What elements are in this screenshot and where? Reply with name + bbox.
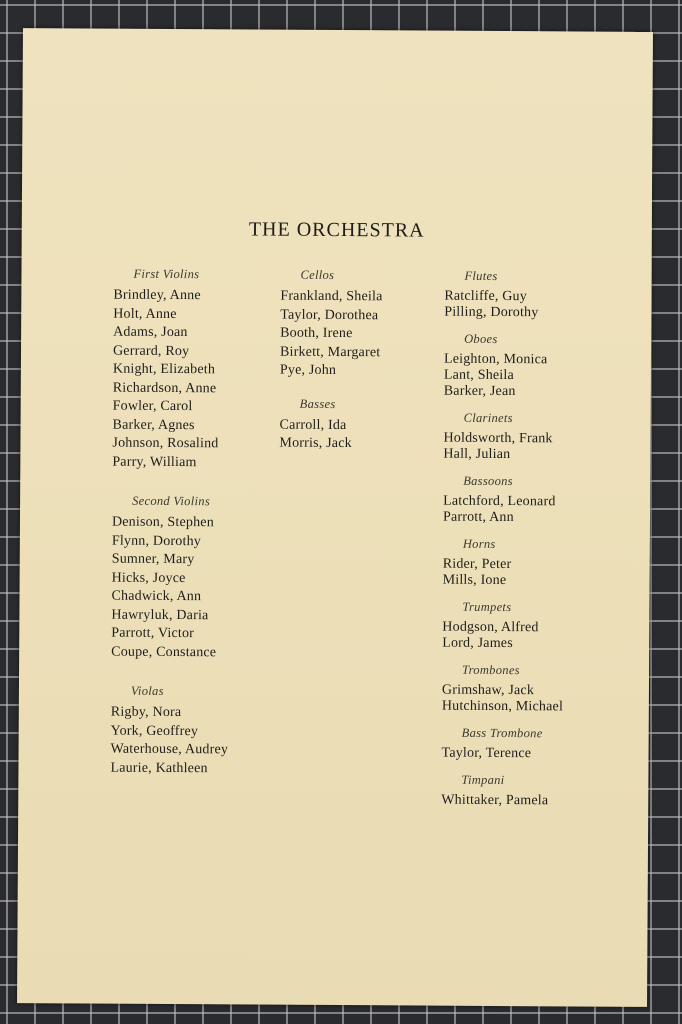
section-heading: Flutes <box>464 268 498 283</box>
column-winds-brass-percussion <box>441 269 644 821</box>
member-name: Lant, Sheila <box>443 367 514 384</box>
member-name: Pilling, Dorothy <box>444 304 539 321</box>
member-name: Denison, Stephen <box>111 514 214 531</box>
section-trumpets <box>442 600 642 653</box>
section-cellos <box>280 268 446 382</box>
member-list <box>110 704 275 779</box>
member-name: Knight, Elizabeth <box>112 361 216 378</box>
column-low-strings <box>279 268 445 469</box>
section-bass-trombone <box>442 726 642 763</box>
section-heading: Bass Trombone <box>461 725 543 741</box>
section-trombones <box>442 663 642 716</box>
program-page <box>17 28 653 1007</box>
member-name: Parrott, Victor <box>111 625 195 642</box>
section-heading: Bassoons <box>463 473 513 489</box>
member-list <box>280 288 446 382</box>
section-heading: Basses <box>299 396 336 411</box>
member-name: Holt, Anne <box>113 306 177 322</box>
member-name: Lord, James <box>442 635 513 652</box>
member-name: Grimshaw, Jack <box>441 682 535 699</box>
member-list <box>111 514 277 663</box>
member-list <box>441 793 641 810</box>
member-name: Gerrard, Roy <box>112 343 190 359</box>
section-heading: Oboes <box>464 331 498 346</box>
member-name: Rigby, Nora <box>110 704 182 721</box>
member-list <box>444 352 644 401</box>
section-heading: Cellos <box>300 267 335 282</box>
section-basses <box>279 396 444 454</box>
member-name: Morris, Jack <box>279 435 352 452</box>
member-name: Sumner, Mary <box>111 551 195 568</box>
member-name: Rider, Peter <box>442 556 512 573</box>
member-name: Hutchinson, Michael <box>441 698 564 715</box>
member-list <box>279 416 444 454</box>
member-name: Frankland, Sheila <box>280 288 383 305</box>
member-list <box>112 287 278 473</box>
member-name: Hall, Julian <box>443 446 511 463</box>
section-heading: Horns <box>462 536 496 551</box>
section-oboes <box>444 332 644 401</box>
member-list <box>442 620 642 653</box>
member-name: Waterhouse, Audrey <box>110 741 229 758</box>
section-heading: Clarinets <box>463 410 513 426</box>
member-name: York, Geoffrey <box>110 723 199 739</box>
section-first-violins <box>112 267 278 473</box>
member-name: Chadwick, Ann <box>111 588 202 605</box>
member-list <box>443 431 643 464</box>
section-horns <box>443 537 643 590</box>
member-name: Barker, Jean <box>443 383 516 400</box>
member-name: Hodgson, Alfred <box>442 619 539 636</box>
member-name: Richardson, Anne <box>112 380 217 396</box>
member-name: Whittaker, Pamela <box>441 792 549 809</box>
section-bassoons <box>443 474 643 527</box>
member-name: Mills, Ione <box>442 572 507 589</box>
member-name: Hawryluk, Daria <box>111 607 209 623</box>
member-name: Booth, Irene <box>280 325 353 342</box>
column-strings <box>110 267 278 793</box>
section-clarinets <box>443 411 643 464</box>
member-name: Carroll, Ida <box>279 417 347 433</box>
member-name: Brindley, Anne <box>113 287 201 304</box>
member-name: Barker, Agnes <box>112 417 195 433</box>
section-heading: Second Violins <box>132 493 211 509</box>
member-name: Parrott, Ann <box>442 509 514 526</box>
member-list <box>442 746 642 763</box>
member-name: Latchford, Leonard <box>443 493 556 510</box>
section-second-violins <box>111 494 277 663</box>
section-heading: First Violins <box>133 266 200 282</box>
member-name: Birkett, Margaret <box>279 344 381 360</box>
member-name: Laurie, Kathleen <box>110 760 208 776</box>
member-name: Leighton, Monica <box>443 351 548 368</box>
member-name: Ratcliffe, Guy <box>444 288 528 305</box>
member-name: Adams, Joan <box>113 324 188 341</box>
member-name: Johnson, Rosalind <box>112 435 219 452</box>
section-heading: Trumpets <box>462 599 512 615</box>
page-title: THE ORCHESTRA <box>248 218 425 242</box>
section-flutes <box>444 269 644 322</box>
member-list <box>443 494 643 527</box>
section-timpani <box>441 773 641 810</box>
member-name: Flynn, Dorothy <box>111 533 202 549</box>
member-list <box>443 557 643 590</box>
section-heading: Trombones <box>462 662 520 678</box>
member-name: Holdsworth, Frank <box>443 430 553 447</box>
section-heading: Timpani <box>461 772 505 788</box>
section-heading: Violas <box>130 683 164 698</box>
member-name: Pye, John <box>279 362 337 379</box>
member-name: Parry, William <box>112 454 197 470</box>
section-violas <box>110 684 276 779</box>
member-list <box>442 683 642 716</box>
member-name: Hicks, Joyce <box>111 570 186 586</box>
member-name: Taylor, Dorothea <box>280 307 379 323</box>
member-name: Fowler, Carol <box>112 398 193 415</box>
member-list <box>444 289 644 322</box>
member-name: Coupe, Constance <box>111 644 217 660</box>
member-name: Taylor, Terence <box>441 745 532 762</box>
